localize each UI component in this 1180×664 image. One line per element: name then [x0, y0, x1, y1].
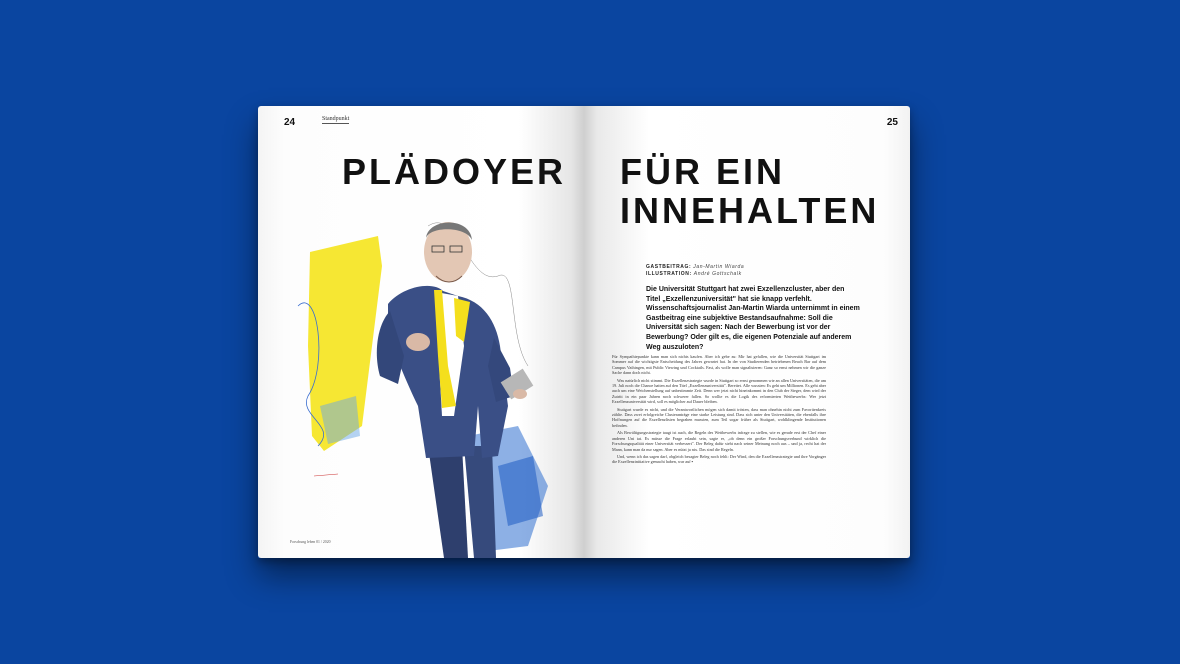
- credit-illustrator: André Gottschalk: [693, 271, 742, 277]
- article-credit: [646, 264, 744, 278]
- lead-paragraph: Die Universität Stuttgart hat zwei Exzellenzcluster, aber den Titel „Exzellenzuniversität" hat sie knapp verfehlt. Wissenschaftsjournalist Jan-Martin Wiarda unternimmt in einem Gastbeitrag eine subjektive Bestandsaufnahme: Soll die Universität sich sagen: Nach der Bewerbung ist vor der Bewerbung? Oder gilt es, die eigenen Potenziale auf anderem Weg auszuloten?: [646, 286, 860, 351]
- headline-line-1: FÜR EIN: [620, 151, 785, 192]
- body-paragraph: Stuttgart wurde es nicht, und die Verantwortlichen mögen sich damit trösten, dass man ohnehin nicht zum Favoritenkreis zählte. Dass zwei erfolgreiche Clusteranträge eine starke Leistung sind. Dass sich unter den Universitäten, die ebenfalls ihre Hoffnungen auf die Exzellenzlisten begraben mussten, zum Teil sogar früher als Stuttgart, wohlklingende Institutionen befinden.: [612, 406, 826, 428]
- page-number-right: 25: [886, 117, 898, 128]
- body-text: [612, 354, 826, 467]
- page-number: 24: [284, 117, 296, 128]
- credit-label-illustration: ILLUSTRATION:: [646, 271, 692, 277]
- right-page: [584, 106, 910, 558]
- body-paragraph: Für Sympathiepunkte kann man sich nichts kaufen. Aber ich gebe zu: Mir hat gefallen, wie die Universität Stuttgart im Sommer auf die wichtigste Entscheidung des Jahres gewartet hat. In der von Studierenden betriebenen Beach Bar auf dem Campus Vaihingen, mit Public Viewing und Cocktails. Fast, als wolle man signalisieren: Ganz so ernst nehmen wir die ganze Sache dann doch nicht.: [612, 354, 826, 376]
- body-paragraph: Als Bewältigungsstrategie taugt ist auch, die Regeln des Wettbewerbs infrage zu stellen, wie es gerade erst der Chef einer anderen Uni tat. Es müsse die Frage erlaubt sein, sagte er, „ob denn ein großer Forschungsverbund wirklich die Forschungsqualität einer Universität verbessert". Der Beleg dafür steht nach seiner Meinung noch aus – und ja, recht hat der Mann, kann man da nur sagen. Aber es nützt ja nix. Das sind die Regeln.: [612, 430, 826, 452]
- left-page: [258, 106, 584, 558]
- magazine-spread: [258, 106, 910, 558]
- credit-label-author: GASTBEITRAG:: [646, 264, 692, 270]
- headline-left: PLÄDOYER: [342, 151, 567, 192]
- section-label: Standpunkt: [322, 116, 350, 122]
- credit-author: Jan-Martin Wiarda: [693, 264, 745, 270]
- headline-line-2: INNEHALTEN: [620, 190, 880, 231]
- headline-right: [620, 152, 879, 230]
- body-paragraph: Was natürlich nicht stimmt. Die Exzellenzstrategie wurde in Stuttgart so ernst genommen wie an allen Universitäten, die am 19. Juli noch die Chance hatten auf den Titel „Exzellenzuniversität". Bereitet. Alle wussten: Es geht um Millionen. Es geht aber auch um eine Weichenstellung auf unbestimmte Zeit. Denn wer jetzt nicht hineinkommt in den Club der Sieger, dem wird der Zutritt in ein paar Jahren noch schwerer fallen. So wollte es die Logik des reformierten Wettbewerbs: Wer jetzt Exzellenzuniversität wird, soll es möglicher auf Dauer bleiben.: [612, 377, 826, 405]
- body-paragraph: Und, wenn ich das sagen darf, obgleich besagter Beleg noch fehlt: Der Wind, den die Exzellenzstrategie und ihre Vorgänger die Exzellenzinitiative gemacht haben, war auf ▪: [612, 453, 826, 465]
- footer-note: Forschung leben 01 / 2020: [290, 540, 331, 544]
